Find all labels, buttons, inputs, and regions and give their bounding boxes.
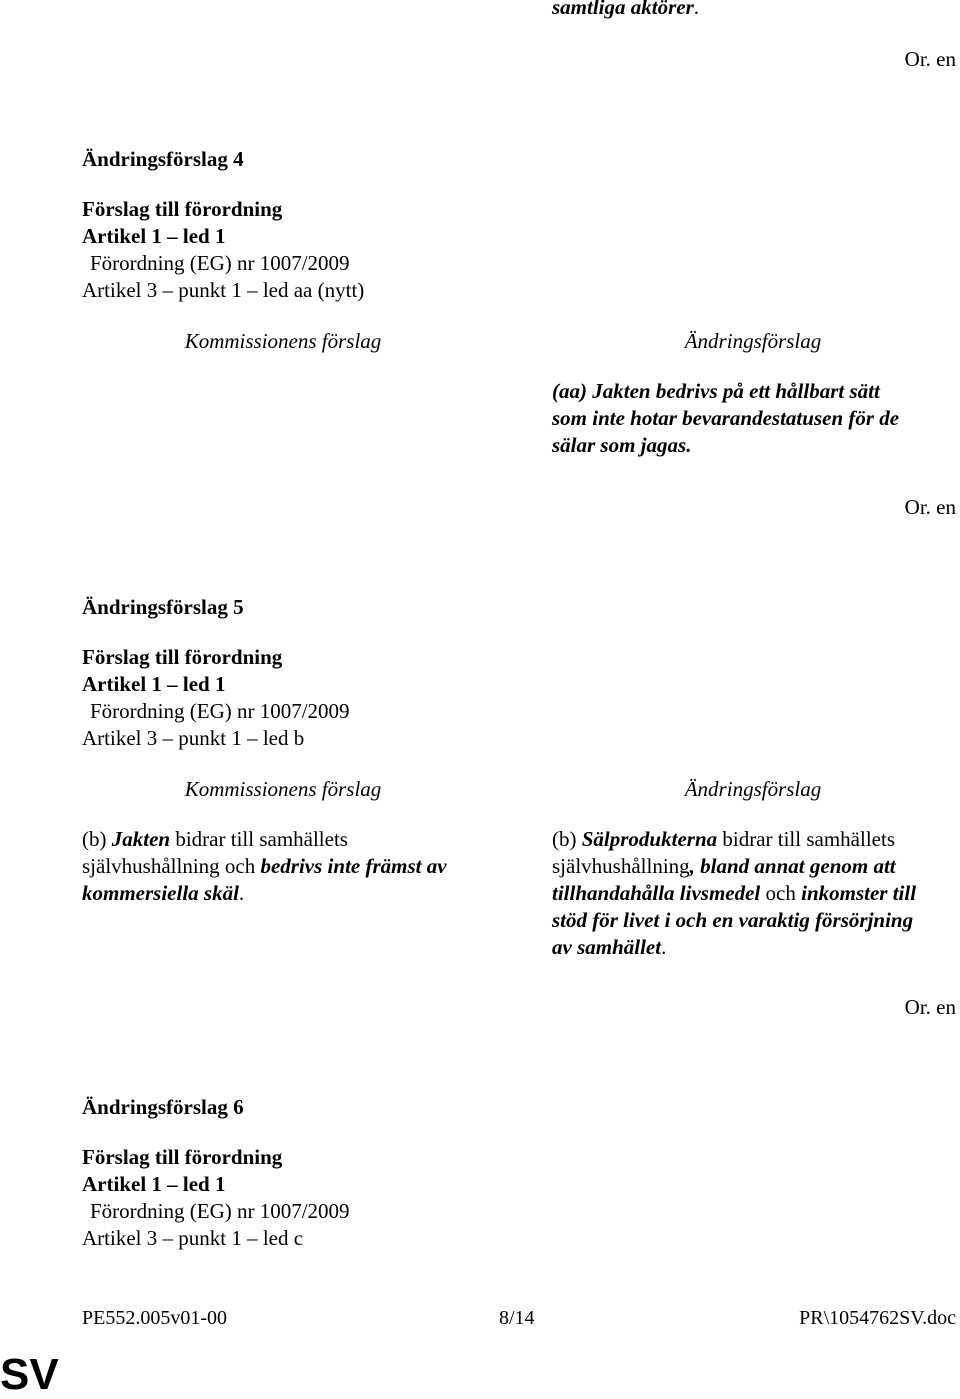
- amendment-heading-6: Ändringsförslag 6: [82, 1095, 244, 1119]
- original-language-label: Or. en: [904, 495, 956, 519]
- regulation-ref-5: Förordning (EG) nr 1007/2009: [90, 699, 350, 723]
- column-header-amendment-4: Ändringsförslag: [684, 329, 822, 353]
- provision-ref-4: Artikel 3 – punkt 1 – led aa (nytt): [82, 278, 365, 302]
- article-ref-4: Artikel 1 – led 1: [82, 224, 226, 248]
- article-ref-6: Artikel 1 – led 1: [82, 1172, 226, 1196]
- regulation-ref-6: Förordning (EG) nr 1007/2009: [90, 1199, 350, 1223]
- footer-page-number: 8/14: [499, 1307, 535, 1329]
- column-header-commission-5: Kommissionens förslag: [184, 777, 382, 801]
- regulation-ref-4: Förordning (EG) nr 1007/2009: [90, 251, 350, 275]
- amendment-text-4: (aa) Jakten bedrivs på ett hållbart sätt som inte hotar bevarandestatusen för de sälar som jagas.: [552, 379, 900, 457]
- amendment-heading-4: Ändringsförslag 4: [82, 147, 244, 171]
- proposal-title-5: Förslag till förordning: [82, 645, 283, 669]
- proposal-title-6: Förslag till förordning: [82, 1145, 283, 1169]
- original-language-label: Or. en: [904, 47, 956, 71]
- proposal-title-4: Förslag till förordning: [82, 197, 283, 221]
- column-header-amendment-5: Ändringsförslag: [684, 777, 822, 801]
- continued-text: samtliga aktörer.: [552, 0, 700, 19]
- column-header-commission-4: Kommissionens förslag: [184, 329, 382, 353]
- footer-file-name: PR\1054762SV.doc: [799, 1307, 956, 1329]
- provision-ref-5: Artikel 3 – punkt 1 – led b: [82, 726, 305, 750]
- commission-text-5: (b) Jakten bidrar till samhällets självhushållning och bedrivs inte främst av kommersiella skäl.: [82, 827, 447, 905]
- provision-ref-6: Artikel 3 – punkt 1 – led c: [82, 1226, 304, 1250]
- language-code: SV: [0, 1350, 59, 1399]
- footer-doc-ref: PE552.005v01-00: [82, 1307, 227, 1329]
- amendment-text-5: (b) Sälprodukterna bidrar till samhällets självhushållning, bland annat genom att tillhandahålla livsmedel och inkomster till stöd för livet i och en varaktig försörjning av samhället.: [552, 827, 917, 959]
- original-language-label: Or. en: [904, 995, 956, 1019]
- amendment-heading-5: Ändringsförslag 5: [82, 595, 244, 619]
- article-ref-5: Artikel 1 – led 1: [82, 672, 226, 696]
